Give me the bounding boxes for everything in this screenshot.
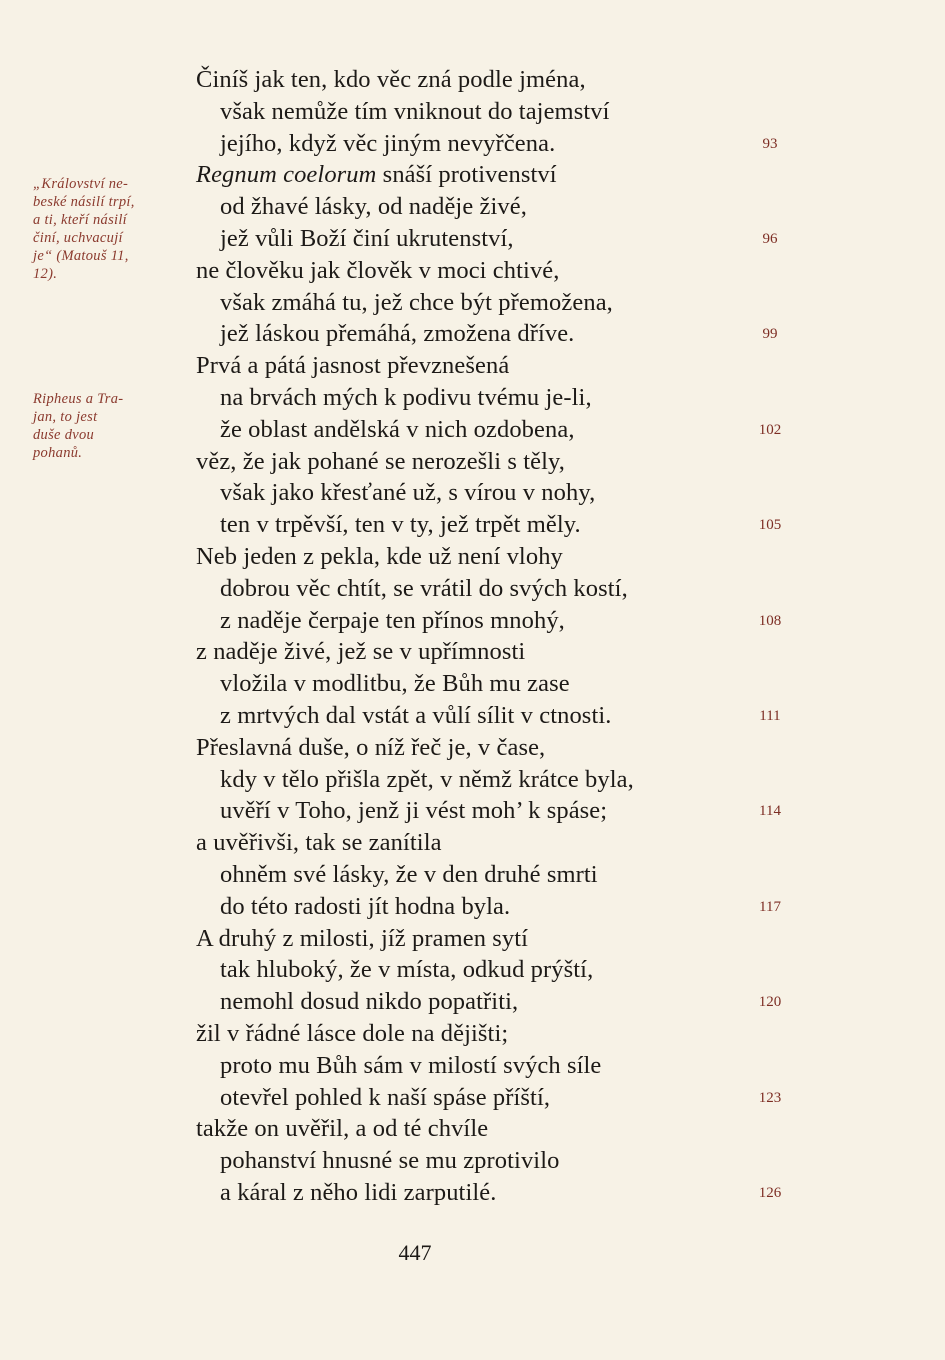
line-number: 123 xyxy=(758,1089,782,1106)
verse-text: Přeslavná duše, o níž řeč je, v čase, xyxy=(196,733,546,761)
verse-line xyxy=(196,573,736,605)
verse-text: a káral z něho lidi zarputilé. xyxy=(220,1178,497,1206)
verse-text: takže on uvěřil, a od té chvíle xyxy=(196,1115,489,1143)
line-number: 111 xyxy=(759,708,781,724)
verse-text: otevřel pohled k naší spáse příští, xyxy=(220,1083,551,1111)
verse-line xyxy=(196,509,736,541)
verse-line xyxy=(196,986,736,1018)
margin-note-ripheus xyxy=(33,390,173,462)
verse-line xyxy=(196,96,736,128)
margin-note-line: pohanů. xyxy=(33,445,83,461)
verse-text: proto mu Bůh sám v milostí svých síle xyxy=(220,1051,602,1079)
verse-text: snáší protivenství xyxy=(376,161,557,189)
verse-line xyxy=(196,764,736,796)
verse-line xyxy=(196,223,736,255)
verse-line xyxy=(196,1082,736,1114)
line-number: 117 xyxy=(759,898,781,915)
margin-note-line: činí, uchvacují xyxy=(33,230,123,246)
verse-line xyxy=(196,64,736,96)
line-number: 126 xyxy=(758,1185,782,1201)
margin-note-line: „Království ne- xyxy=(33,176,129,192)
verse-block xyxy=(196,64,736,1209)
verse-line xyxy=(196,795,736,827)
verse-line xyxy=(196,732,736,764)
line-number: 105 xyxy=(758,517,782,534)
verse-text: uvěří v Toho, jenž ji vést moh’ k spáse; xyxy=(220,797,608,825)
verse-text: pohanství hnusné se mu zprotivilo xyxy=(220,1147,560,1175)
verse-line xyxy=(196,859,736,891)
verse-text: z naděje živé, jež se v upřímnosti xyxy=(196,638,526,666)
verse-text: žil v řádné lásce dole na dějišti; xyxy=(196,1019,509,1047)
verse-line xyxy=(196,1018,736,1050)
verse-line xyxy=(196,1145,736,1177)
margin-note-line: duše dvou xyxy=(33,427,95,443)
margin-note-line: Ripheus a Tra- xyxy=(33,391,124,407)
verse-text: věz, že jak pohané se nerozešli s těly, xyxy=(196,447,565,475)
verse-text: Neb jeden z pekla, kde už není vlohy xyxy=(196,542,563,570)
verse-line xyxy=(196,382,736,414)
verse-line xyxy=(196,541,736,573)
verse-latin-phrase: Regnum coelorum xyxy=(196,161,377,189)
verse-text: jež láskou přemáhá, zmožena dříve. xyxy=(220,320,575,348)
verse-text: z mrtvých dal vstát a vůlí sílit v ctnosti. xyxy=(220,701,612,729)
verse-text: Prvá a pátá jasnost převznešená xyxy=(196,352,510,380)
verse-text: z naděje čerpaje ten přínos mnohý, xyxy=(220,606,565,634)
line-number: 96 xyxy=(762,231,778,247)
verse-line xyxy=(196,1177,736,1209)
margin-note-kingdom xyxy=(33,175,173,283)
verse-text: však jako křesťané už, s vírou v nohy, xyxy=(220,479,596,507)
verse-text: na brvách mých k podivu tvému je-li, xyxy=(220,383,592,411)
verse-line xyxy=(196,191,736,223)
verse-line xyxy=(196,827,736,859)
verse-line xyxy=(196,255,736,287)
verse-line xyxy=(196,128,736,160)
line-number: 93 xyxy=(762,135,778,152)
verse-text: ohněm své lásky, že v den druhé smrti xyxy=(220,860,598,888)
verse-text: ten v trpěvší, ten v ty, jež trpět měly. xyxy=(220,511,581,539)
verse-text: ne člověku jak člověk v moci chtivé, xyxy=(196,256,560,284)
verse-line xyxy=(196,605,736,637)
margin-note-line: a ti, kteří násilí xyxy=(33,212,128,228)
line-number: 99 xyxy=(762,326,778,343)
verse-text: vložila v modlitbu, že Bůh mu zase xyxy=(220,670,570,698)
verse-text: však zmáhá tu, jež chce být přemožena, xyxy=(220,288,613,316)
margin-note-line: jan, to jest xyxy=(33,409,98,425)
verse-text: Činíš jak ten, kdo věc zná podle jména, xyxy=(196,66,586,93)
line-number: 108 xyxy=(758,612,782,629)
verse-line xyxy=(196,414,736,446)
line-number: 102 xyxy=(758,421,782,438)
verse-text: od žhavé lásky, od naděje živé, xyxy=(220,193,527,221)
line-number: 120 xyxy=(758,994,782,1011)
verse-text: a uvěřivši, tak se zanítila xyxy=(196,829,442,857)
margin-note-line: beské násilí trpí, xyxy=(33,194,135,210)
verse-text: jež vůli Boží činí ukrutenství, xyxy=(220,224,514,252)
margin-note-line: je“ (Matouš 11, xyxy=(33,248,129,264)
verse-text: nemohl dosud nikdo popatřiti, xyxy=(220,988,519,1016)
verse-line xyxy=(196,446,736,478)
verse-text: kdy v tělo přišla zpět, v němž krátce byla, xyxy=(220,765,634,793)
verse-line xyxy=(196,159,736,191)
verse-line xyxy=(196,477,736,509)
verse-line xyxy=(196,954,736,986)
verse-line xyxy=(196,700,736,732)
verse-line xyxy=(196,287,736,319)
verse-line xyxy=(196,1050,736,1082)
verse-line xyxy=(196,1113,736,1145)
verse-text: A druhý z milosti, jíž pramen sytí xyxy=(196,924,529,952)
verse-line xyxy=(196,891,736,923)
verse-text: dobrou věc chtít, se vrátil do svých kostí, xyxy=(220,574,628,602)
verse-line xyxy=(196,923,736,955)
verse-text: však nemůže tím vniknout do tajemství xyxy=(220,97,610,125)
verse-line xyxy=(196,636,736,668)
verse-text: tak hluboký, že v místa, odkud prýští, xyxy=(220,956,594,984)
verse-line xyxy=(196,668,736,700)
verse-text: jejího, když věc jiným nevyřčena. xyxy=(220,129,556,157)
verse-line xyxy=(196,350,736,382)
page-number: 447 xyxy=(398,1240,432,1265)
margin-note-line: 12). xyxy=(33,266,58,282)
line-number: 114 xyxy=(759,803,781,820)
verse-line xyxy=(196,318,736,350)
verse-text: do této radosti jít hodna byla. xyxy=(220,892,511,920)
verse-text: že oblast andělská v nich ozdobena, xyxy=(220,415,575,443)
